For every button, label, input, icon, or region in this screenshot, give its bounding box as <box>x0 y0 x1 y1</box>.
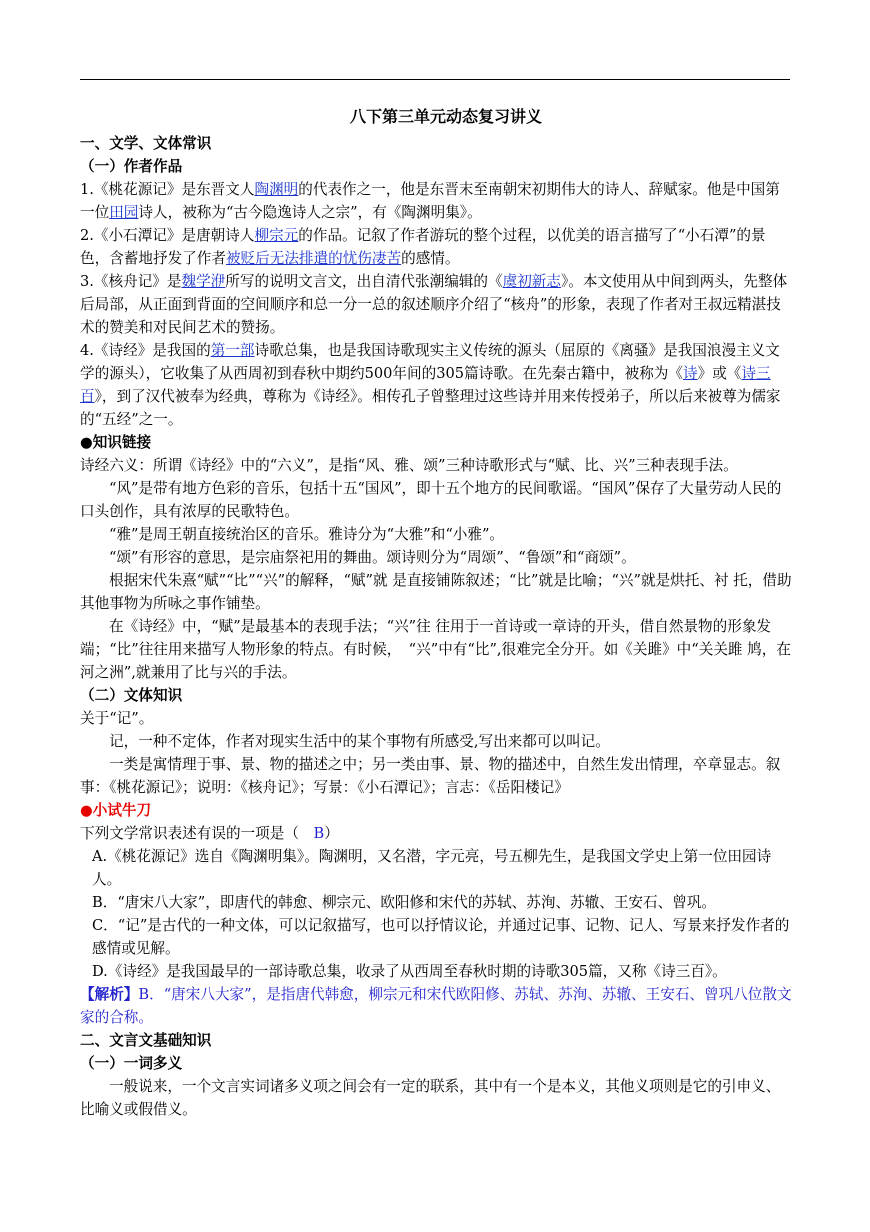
analysis-text: B．“唐宋八大家”，是指唐代韩愈，柳宗元和宋代欧阳修、苏轼、苏洵、苏辙、王安石、曾巩八位散文家的合称。 <box>80 986 792 1026</box>
genre-types: 一类是寓情理于事、景、物的描述之中；另一类由事、景、物的描述中，自然生发出情理，卒章显志。叙事：《桃花源记》；说明：《核舟记》；写景：《小石潭记》；言志：《岳阳楼记》 <box>80 756 781 796</box>
link-yuchu-xinzhi[interactable]: 虞初新志 <box>502 273 561 290</box>
knowledge-liuyi: 诗经六义：所谓《诗经》中的“六义”，是指“风、雅、颂”三种诗歌形式与“赋、比、兴”三种表现手法。 <box>80 457 738 474</box>
option-d: D.《诗经》是我国最早的一部诗歌总集，收录了从西周至春秋时期的诗歌305篇，又称《诗三百》。 <box>92 963 727 980</box>
genre-definition: 记，一种不定体，作者对现实生活中的某个事物有所感受,写出来都可以叫记。 <box>109 733 610 750</box>
option-c: C．“记”是古代的一种文体，可以记叙描写，也可以抒情议论，并通过记事、记物、记人、写景来抒发作者的感情或见解。 <box>92 917 790 957</box>
analysis-label: 【解析】 <box>80 986 139 1003</box>
paragraph-shijing: 4.《诗经》是我国的第一部诗歌总集，也是我国诗歌现实主义传统的源头（屈原的《离骚》是我国浪漫主义文学的源头），它收集了从西周初到春秋中期约500年间的305篇诗歌。在先秦古籍中，被称为《诗》或《诗三百》，到了汉代被奉为经典，尊称为《诗经》。相传孔子曾整理过这些诗并用来传授弟子，所以后来被尊为儒家的“五经”之一。 <box>80 342 781 428</box>
option-a: A.《桃花源记》选自《陶渊明集》。陶渊明，又名潜，字元亮，号五柳先生，是我国文学史上第一位田园诗人。 <box>92 848 772 888</box>
polysemy-intro: 一般说来，一个文言实词诸多义项之间会有一定的联系，其中有一个是本义，其他义项则是它的引申义、比喻义或假借义。 <box>80 1078 781 1118</box>
link-wei-xueyi[interactable]: 魏学洢 <box>181 273 226 290</box>
knowledge-song: “颂”有形容的意思，是宗庙祭祀用的舞曲。颂诗则分为“周颂”、“鲁颂”和“商颂”。 <box>109 549 636 566</box>
paragraph-taohuayuan: 1.《桃花源记》是东晋文人陶渊明的代表作之一，他是东晋末至南朝宋初期伟大的诗人、辞赋家。他是中国第一位田园诗人，被称为“古今隐逸诗人之宗”，有《陶渊明集》。 <box>80 181 780 221</box>
document-title: 八下第三单元动态复习讲义 <box>349 107 542 126</box>
link-tianyuan[interactable]: 田园 <box>109 204 139 221</box>
header-rule <box>80 79 790 80</box>
analysis <box>80 983 792 1029</box>
link-liu-zongyuan[interactable]: 柳宗元 <box>254 227 299 244</box>
question-stem: 下列文学常识表述有误的一项是（ B） <box>80 825 339 842</box>
section-heading-1: 一、文学、文体常识 <box>80 135 212 152</box>
option-b: B．“唐宋八大家”，即唐代的韩愈、柳宗元、欧阳修和宋代的苏轼、苏洵、苏辙、王安石、曾巩。 <box>92 894 716 911</box>
genre-intro: 关于“记”。 <box>80 710 154 727</box>
knowledge-expression: 在《诗经》中，“赋”是最基本的表现手法；“兴”往 往用于一首诗或一章诗的开头，借自然景物的形象发 端；“比”往往用来描写人物形象的特点。有时候， “兴”中有“比”,很难完全分开。如《关雎》中“关关雎 鸠，在河之洲”,就兼用了比与兴的手法。 <box>80 618 791 681</box>
link-shi[interactable]: 诗 <box>682 365 698 382</box>
paragraph-hezhouji: 3.《核舟记》是魏学洢所写的说明文言文，出自清代张潮编辑的《虞初新志》。本文使用从中间到两头，先整体后局部，从正面到背面的空间顺序和总一分一总的叙述顺序介绍了“核舟”的形象，表现了作者对王叔远精湛技术的赞美和对民间艺术的赞扬。 <box>80 273 788 336</box>
link-shisanbai[interactable]: 诗三百 <box>80 365 771 405</box>
subsection-heading-authors: （一）作者作品 <box>80 158 183 175</box>
knowledge-fubixing: 根据宋代朱熹“赋”“比”“兴”的解释，“赋”就 是直接铺陈叙述；“比”就是比喻；“兴”就是烘托、衬 托，借助其他事物为所咏之事作铺垫。 <box>80 572 792 612</box>
paragraph-xiaoshitan: 2.《小石潭记》是唐朝诗人柳宗元的作品。记叙了作者游玩的整个过程，以优美的语言描写了“小石潭”的景色，含蓄地抒发了作者被贬后无法排遣的忧伤凄苦的感情。 <box>80 227 766 267</box>
subsection-heading-polysemy: （一）一词多义 <box>80 1055 183 1072</box>
document-body <box>80 104 792 1121</box>
section-heading-2: 二、文言文基础知识 <box>80 1032 212 1049</box>
link-diyibu[interactable]: 第一部 <box>210 342 255 359</box>
link-emotion[interactable]: 被贬后无法排遣的忧伤凄苦 <box>225 250 402 267</box>
knowledge-feng: “风”是带有地方色彩的音乐，包括十五“国风”，即十五个地方的民间歌谣。“国风”保存了大量劳动人民的口头创作，具有浓厚的民歌特色。 <box>80 480 782 520</box>
knowledge-link-heading: ●知识链接 <box>80 434 152 451</box>
subsection-heading-genre: （二）文体知识 <box>80 687 183 704</box>
knowledge-ya: “雅”是周王朝直接统治区的音乐。雅诗分为“大雅”和“小雅”。 <box>109 526 505 543</box>
link-tao-yuanming[interactable]: 陶渊明 <box>254 181 299 198</box>
practice-heading: ●小试牛刀 <box>80 802 152 819</box>
question-answer: B <box>313 825 325 842</box>
